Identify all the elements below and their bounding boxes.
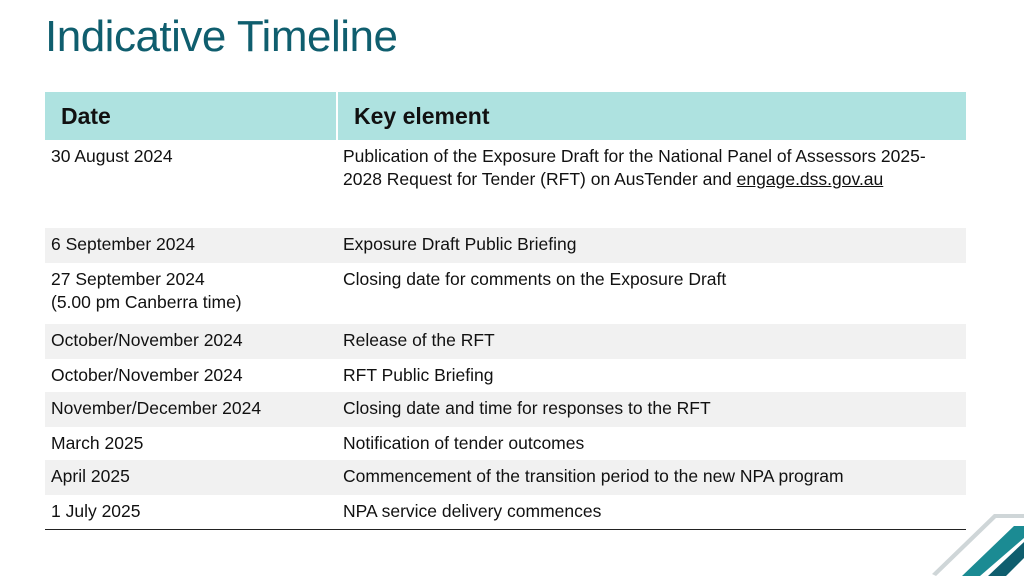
key-element-cell: Closing date for comments on the Exposure Draft (337, 263, 966, 324)
key-element-header: Key element (337, 92, 966, 140)
page-title: Indicative Timeline (45, 12, 398, 61)
table-row (45, 228, 966, 263)
date-cell: November/December 2024 (45, 392, 337, 427)
table-row (45, 392, 966, 427)
table-row (45, 263, 966, 324)
key-element-cell: Closing date and time for responses to the RFT (337, 392, 966, 427)
key-element-cell (337, 140, 966, 228)
table-row (45, 324, 966, 359)
header-row (45, 92, 966, 140)
engage-link[interactable]: engage.dss.gov.au (736, 169, 884, 189)
key-element-text: Publication of the Exposure Draft for the National Panel of Assessors 2025-2028 Request for Tender (RFT) on AusTender and (343, 146, 926, 189)
date-cell: 6 September 2024 (45, 228, 337, 263)
date-cell: April 2025 (45, 460, 337, 495)
date-cell: October/November 2024 (45, 359, 337, 392)
date-note: (5.00 pm Canberra time) (51, 292, 242, 312)
corner-chevron-decoration (914, 496, 1024, 576)
key-element-cell: Release of the RFT (337, 324, 966, 359)
date-header: Date (45, 92, 337, 140)
table-row (45, 460, 966, 495)
key-element-cell: Commencement of the transition period to the new NPA program (337, 460, 966, 495)
date-cell: March 2025 (45, 427, 337, 460)
table-row (45, 359, 966, 392)
table-row (45, 427, 966, 460)
table-row (45, 495, 966, 529)
key-element-cell: RFT Public Briefing (337, 359, 966, 392)
date-cell (45, 263, 337, 324)
date-cell: 30 August 2024 (45, 140, 337, 228)
timeline-table (45, 92, 966, 530)
date-cell: 1 July 2025 (45, 495, 337, 529)
table-row (45, 140, 966, 228)
key-element-cell: Notification of tender outcomes (337, 427, 966, 460)
key-element-cell: NPA service delivery commences (337, 495, 966, 529)
date-text: 27 September 2024 (51, 269, 205, 289)
date-cell: October/November 2024 (45, 324, 337, 359)
key-element-cell: Exposure Draft Public Briefing (337, 228, 966, 263)
